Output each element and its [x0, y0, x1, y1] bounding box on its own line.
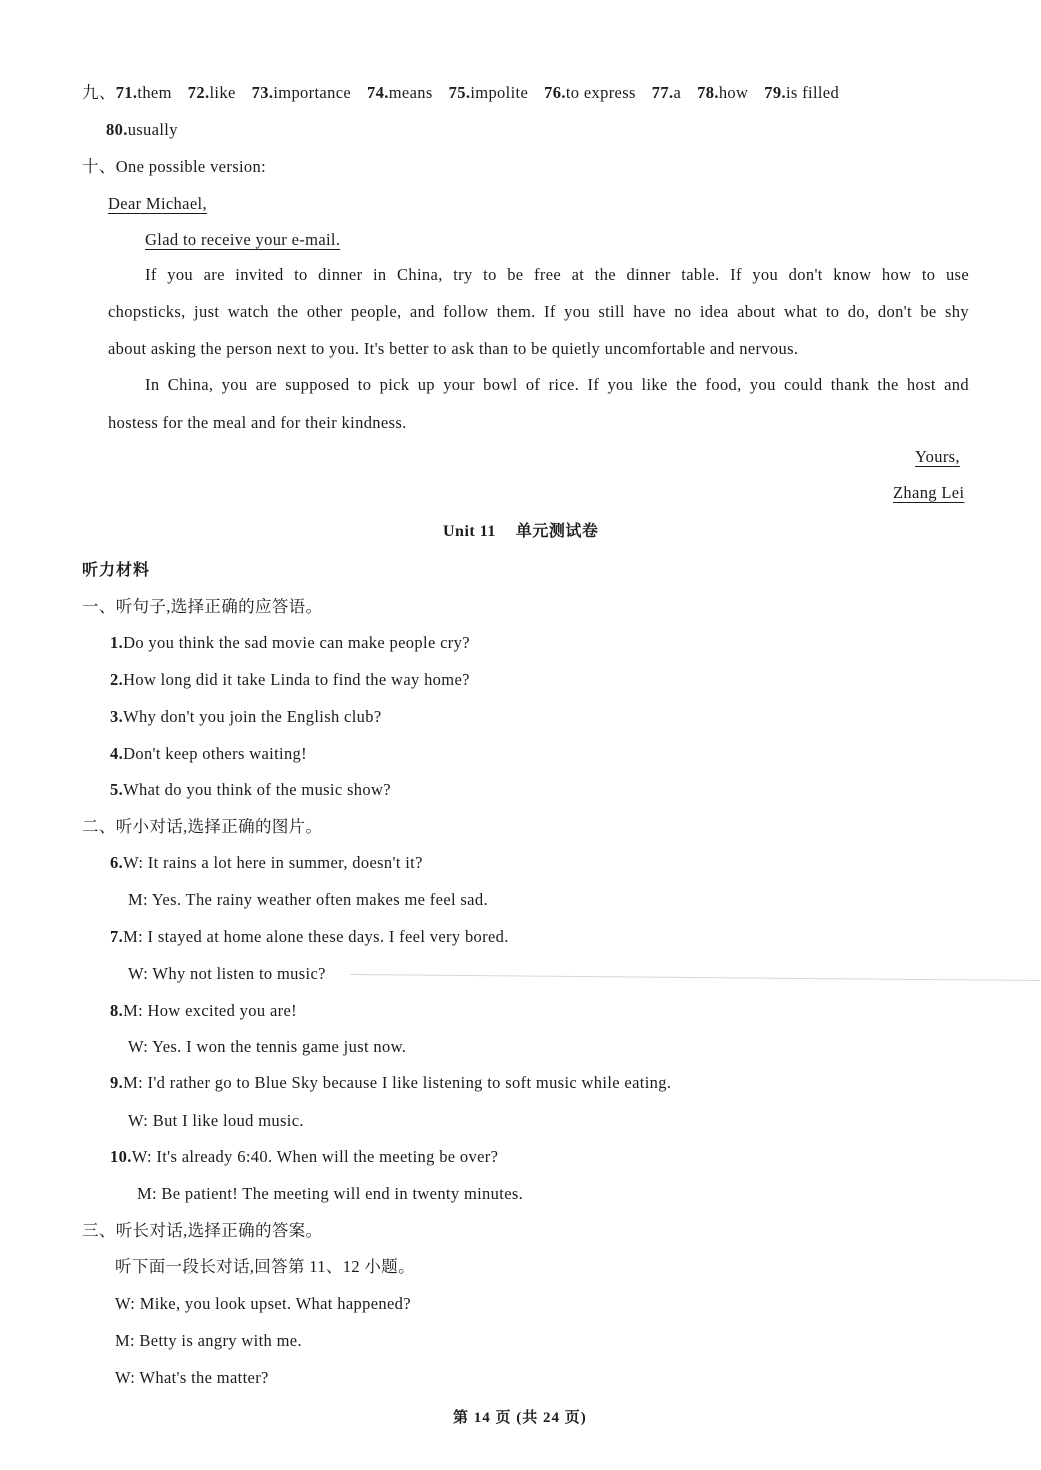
answer-text: usually: [127, 120, 178, 139]
list-item: [110, 706, 382, 728]
letter-greeting: Dear Michael,: [108, 194, 207, 213]
answer-number: 71.: [115, 83, 138, 102]
answer-row-2: [106, 119, 178, 141]
item-number: 2.: [110, 670, 124, 689]
item-number: 10.: [110, 1147, 132, 1166]
answer-number: 72.: [187, 83, 210, 102]
intro-text: One possible version:: [115, 157, 267, 176]
section-number: 九、: [82, 83, 116, 102]
section3-instruction: 听下面一段长对话,回答第 11、12 小题。: [115, 1257, 415, 1276]
letter-para1-line3: about asking the person next to you. It's better to ask than to be quietly uncomfortable and nervous.: [108, 339, 799, 358]
answer-text: like: [209, 83, 236, 102]
item-number: 8.: [110, 1001, 124, 1020]
unit-number: Unit 11: [443, 523, 496, 540]
item-number: 7.: [110, 927, 124, 946]
scan-artifact-line: [350, 974, 1040, 981]
section1-title: 一、听句子,选择正确的应答语。: [82, 597, 323, 616]
list-item: [110, 669, 470, 691]
answer-text: is filled: [785, 83, 840, 102]
item-number: 6.: [110, 853, 124, 872]
letter-para2-line2: hostess for the meal and for their kindness.: [108, 413, 407, 432]
answer-number: 74.: [367, 83, 389, 102]
answer-text: how: [718, 83, 749, 102]
dialog-line: W: Mike, you look upset. What happened?: [115, 1294, 411, 1313]
section2-title: 二、听小对话,选择正确的图片。: [82, 817, 323, 836]
answer-number: 80.: [106, 120, 128, 139]
answer-text: to express: [565, 83, 636, 102]
answer-text: a: [673, 83, 682, 102]
item-text: How long did it take Linda to find the way home?: [123, 670, 470, 689]
listening-heading: 听力材料: [82, 562, 151, 579]
section-number: 十、: [82, 157, 116, 176]
item-number: 5.: [110, 780, 124, 799]
dialog-line: [110, 1072, 671, 1094]
letter-closing: Yours,: [915, 447, 960, 466]
answer-row-1: [82, 82, 839, 104]
dialog-line: [110, 1146, 498, 1168]
answer-text: them: [137, 83, 172, 102]
letter-signature: Zhang Lei: [893, 483, 965, 502]
dialog-line: [110, 926, 509, 948]
item-number: 9.: [110, 1073, 124, 1092]
answer-text: impolite: [470, 83, 529, 102]
item-text: What do you think of the music show?: [123, 780, 391, 799]
dialog-text: M: I stayed at home alone these days. I feel very bored.: [123, 927, 509, 946]
list-item: [110, 779, 391, 801]
letter-para1-line1: If you are invited to dinner in China, try to be free at the dinner table. If you don't know how to use: [145, 265, 969, 284]
item-text: Don't keep others waiting!: [123, 744, 307, 763]
item-text: Do you think the sad movie can make people cry?: [123, 633, 470, 652]
unit-title: [443, 521, 598, 543]
letter-para1-line2: chopsticks, just watch the other people, and follow them. If you still have no idea about what to do, don't be shy: [108, 302, 969, 321]
list-item: [110, 632, 470, 654]
answer-number: 78.: [697, 83, 719, 102]
dialog-line: M: Yes. The rainy weather often makes me feel sad.: [128, 890, 488, 909]
dialog-line: W: Yes. I won the tennis game just now.: [128, 1037, 407, 1056]
page-footer: 第 14 页 (共 24 页): [453, 1410, 587, 1426]
dialog-line: M: Be patient! The meeting will end in twenty minutes.: [137, 1184, 524, 1203]
answer-number: 73.: [251, 83, 274, 102]
item-number: 3.: [110, 707, 124, 726]
answer-text: means: [388, 83, 433, 102]
item-number: 1.: [110, 633, 124, 652]
dialog-text: M: I'd rather go to Blue Sky because I like listening to soft music while eating.: [123, 1073, 672, 1092]
item-number: 4.: [110, 744, 124, 763]
item-text: Why don't you join the English club?: [123, 707, 382, 726]
writing-intro: [82, 156, 266, 178]
section3-title: 三、听长对话,选择正确的答案。: [82, 1221, 323, 1240]
dialog-text: W: It rains a lot here in summer, doesn't it?: [123, 853, 423, 872]
dialog-line: [110, 852, 423, 874]
answer-number: 75.: [448, 83, 471, 102]
answer-number: 76.: [544, 83, 566, 102]
dialog-text: M: How excited you are!: [123, 1001, 297, 1020]
list-item: [110, 743, 307, 765]
answer-number: 77.: [651, 83, 674, 102]
answer-number: 79.: [764, 83, 786, 102]
dialog-text: W: It's already 6:40. When will the meeting be over?: [131, 1147, 499, 1166]
letter-para2-line1: In China, you are supposed to pick up your bowl of rice. If you like the food, you could thank the host and: [145, 375, 969, 394]
dialog-line: M: Betty is angry with me.: [115, 1331, 302, 1350]
dialog-line: [110, 1000, 297, 1022]
answer-text: importance: [273, 83, 352, 102]
dialog-line: W: But I like loud music.: [128, 1111, 304, 1130]
dialog-line: W: What's the matter?: [115, 1368, 269, 1387]
dialog-line: W: Why not listen to music?: [128, 964, 326, 983]
letter-opening: Glad to receive your e-mail.: [145, 230, 341, 249]
unit-name: 单元测试卷: [515, 523, 599, 540]
